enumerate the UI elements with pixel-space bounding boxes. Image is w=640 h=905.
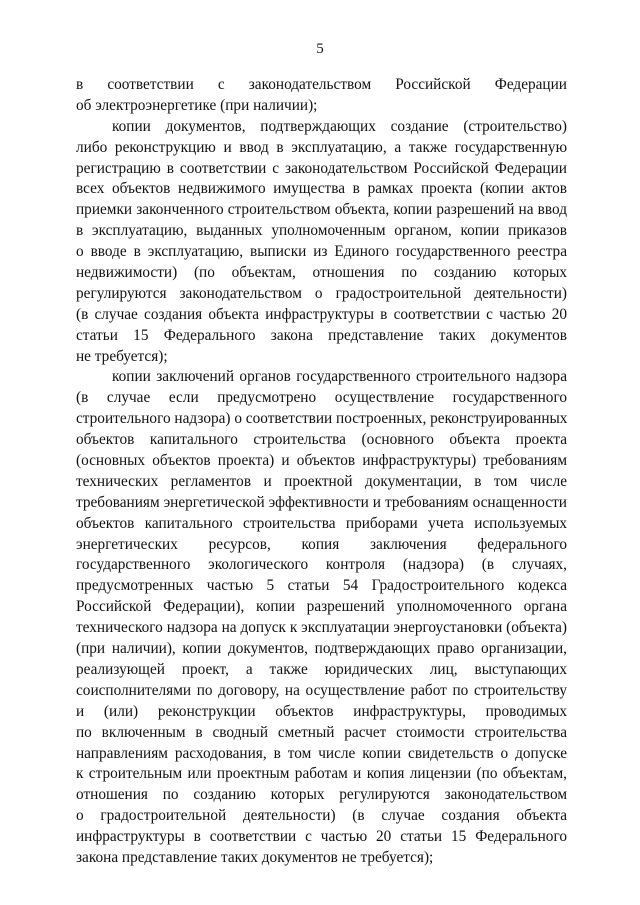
text-line: (в случае создания объекта инфраструктуры в соответствии с частью 20: [76, 305, 567, 323]
text-line: требованиям энергетической эффективности и требованиям оснащенности: [76, 493, 567, 511]
text-line: технического надзора на допуск к эксплуатации энергоустановки (объекта): [76, 619, 567, 637]
text-line: к строительным или проектным работам и копия лицензии (по объектам,: [76, 765, 567, 783]
text-line: государственного экологического контроля (надзора) (в случаях,: [76, 556, 567, 574]
text-line: соисполнителями по договору, на осуществление работ по строительству: [76, 681, 567, 699]
text-line: предусмотренных частью 5 статьи 54 Градостроительного кодекса: [76, 577, 567, 595]
text-line: строительного надзора) о соответствии построенных, реконструированных: [76, 410, 568, 428]
text-line: отношения по созданию которых регулируются законодательством: [76, 786, 567, 804]
text-line: копии заключений органов государственного строительного надзора: [112, 368, 567, 386]
text-line: и (или) реконструкции объектов инфраструктуры, проводимых: [76, 702, 567, 720]
text-line: инфраструктуры в соответствии с частью 20 статьи 15 Федерального: [76, 828, 567, 846]
text-line: объектов капитального строительства (основного объекта проекта: [76, 431, 567, 449]
text-line: о вводе в эксплуатацию, выписки из Единого государственного реестра: [76, 243, 567, 261]
text-line: о градостроительной деятельности) (в случае создания объекта: [76, 807, 567, 825]
text-line: регистрацию в соответствии с законодательством Российской Федерации: [76, 159, 567, 177]
text-line: копии документов, подтверждающих создание (строительство): [112, 117, 567, 135]
text-line: всех объектов недвижимого имущества в рамках проекта (копии актов: [76, 180, 567, 198]
text-line: либо реконструкцию и ввод в эксплуатацию, а также государственную: [76, 138, 567, 156]
text-line: Российской Федерации), копии разрешений уполномоченного органа: [76, 598, 567, 616]
text-line: (при наличии), копии документов, подтверждающих право организации,: [76, 640, 567, 658]
text-line: направлениям расходования, в том числе копии свидетельств о допуске: [76, 744, 567, 762]
text-line: по включенным в сводный сметный расчет стоимости строительства: [76, 723, 567, 741]
text-line: регулируются законодательством о градостроительной деятельности): [76, 284, 567, 302]
text-line: объектов капитального строительства приборами учета используемых: [76, 514, 567, 532]
page-number: 5: [316, 41, 324, 57]
document-body: [76, 75, 567, 869]
text-line: об электроэнергетике (при наличии);: [76, 96, 318, 114]
text-line: энергетических ресурсов, копия заключения федерального: [76, 535, 567, 553]
text-line: приемки законченного строительством объекта, копии разрешений на ввод: [76, 201, 567, 219]
text-line: статьи 15 Федерального закона представление таких документов: [76, 326, 567, 344]
text-line: недвижимости) (по объектам, отношения по созданию которых: [76, 264, 567, 282]
text-line: в эксплуатацию, выданных уполномоченным органом, копии приказов: [76, 222, 567, 240]
text-line: (основных объектов проекта) и объектов инфраструктуры) требованиям: [76, 452, 567, 470]
text-line: закона представление таких документов не требуется);: [76, 848, 434, 866]
text-line: в соответствии с законодательством Российской Федерации: [76, 76, 567, 93]
text-line: технических регламентов и проектной документации, в том числе: [76, 472, 567, 490]
text-line: не требуется);: [76, 347, 168, 365]
text-line: реализующей проект, а также юридических лиц, выступающих: [76, 660, 567, 678]
text-line: (в случае если предусмотрено осуществление государственного: [76, 389, 567, 407]
